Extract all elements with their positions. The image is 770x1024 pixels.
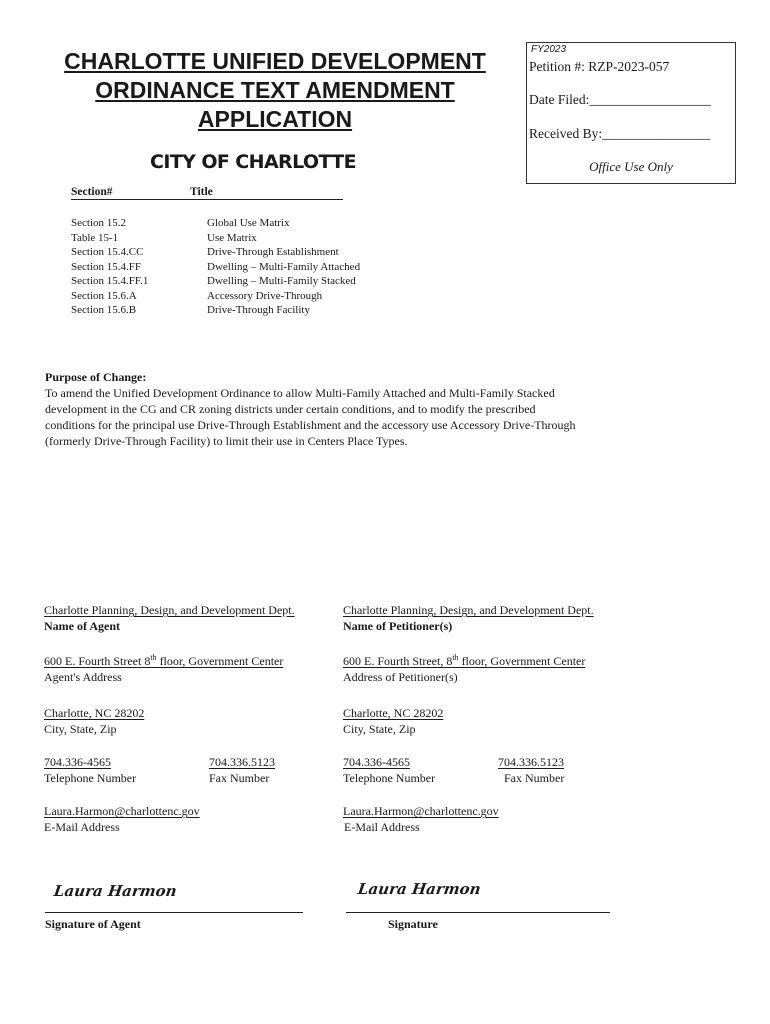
- section-number: Section 15.6.B: [71, 304, 137, 316]
- fiscal-year: FY2023: [531, 44, 567, 55]
- purpose-of-change: [45, 369, 625, 449]
- agent-address: [44, 654, 283, 668]
- agent-city-label: City, State, Zip: [44, 722, 117, 736]
- section-number: Section 15.2: [71, 217, 126, 229]
- agent-email-field: [44, 803, 200, 835]
- section-number: Table 15-1: [71, 231, 119, 244]
- agent-signature-line: [45, 912, 303, 913]
- title-line-2: ORDINANCE TEXT AMENDMENT: [95, 77, 455, 103]
- petitioner-fax: 704.336.5123: [498, 755, 564, 769]
- agent-fax: 704.336.5123: [209, 755, 275, 769]
- section-title: Drive-Through Facility: [207, 304, 310, 316]
- title-column-header: Title: [190, 186, 213, 198]
- agent-phone-label: Telephone Number: [44, 771, 137, 785]
- agent-city: Charlotte, NC 28202: [44, 706, 145, 720]
- section-title: Dwelling – Multi-Family Attached: [207, 260, 361, 273]
- agent-phone-field: [44, 754, 136, 786]
- petitioner-name: Charlotte Planning, Design, and Development Dept.: [343, 603, 594, 617]
- agent-fax-label: Fax Number: [209, 771, 270, 785]
- agent-address-field: [44, 653, 283, 685]
- title-line-1: CHARLOTTE UNIFIED DEVELOPMENT: [64, 48, 486, 74]
- section-header-rule: [71, 199, 343, 200]
- agent-name: Charlotte Planning, Design, and Development Dept.: [44, 603, 295, 617]
- date-filed-field: Date Filed:__________________: [529, 92, 711, 107]
- petitioner-phone: 704.336-4565: [343, 755, 410, 769]
- section-number: Section 15.6.A: [71, 289, 137, 302]
- section-header-label: Section#: [71, 186, 113, 198]
- document-title: [50, 47, 500, 134]
- purpose-line: development in the CG and CR zoning districts under certain conditions, and to modify the prescribed: [45, 402, 536, 416]
- agent-phone: 704.336-4565: [44, 755, 111, 769]
- section-number-list: [71, 216, 148, 318]
- petitioner-email: Laura.Harmon@charlottenc.gov: [343, 804, 499, 818]
- office-use-note: Office Use Only: [589, 159, 673, 174]
- petitioner-signature-line: [346, 912, 610, 913]
- petitioner-address-floor: floor, Government Center: [458, 654, 586, 668]
- petitioner-address-field: [343, 653, 585, 685]
- petitioner-signature: Laura Harmon: [356, 880, 482, 898]
- petitioner-email-label: E-Mail Address: [344, 820, 420, 834]
- agent-name-label: Name of Agent: [44, 619, 120, 633]
- agent-name-field: [44, 602, 295, 634]
- section-title: Use Matrix: [207, 231, 257, 244]
- petitioner-city: Charlotte, NC 28202: [343, 706, 444, 720]
- petitioner-phone-field: [343, 754, 435, 786]
- purpose-line: conditions for the principal use Drive-Through Establishment and the accessory use Accessory Drive-Through: [45, 418, 576, 432]
- agent-address-floor: floor, Government Center: [156, 654, 284, 668]
- agent-address-label: Agent's Address: [44, 670, 122, 684]
- section-title-list: [207, 216, 360, 318]
- agent-address-street: 600 E. Fourth Street 8: [44, 654, 151, 668]
- petitioner-city-label: City, State, Zip: [343, 722, 416, 736]
- office-use-box: [526, 42, 736, 184]
- petitioner-name-label: Name of Petitioner(s): [343, 619, 453, 633]
- purpose-line: (formerly Drive-Through Facility) to limit their use in Centers Place Types.: [45, 434, 408, 448]
- petitioner-fax-field: [498, 754, 564, 786]
- section-title: Dwelling – Multi-Family Stacked: [207, 275, 356, 287]
- city-heading: CITY OF CHARLOTTE: [150, 151, 356, 173]
- section-title: Accessory Drive-Through: [207, 289, 323, 302]
- petitioner-phone-label: Telephone Number: [343, 771, 436, 785]
- petitioner-fax-label: Fax Number: [504, 771, 565, 785]
- petition-number: Petition #: RZP-2023-057: [529, 59, 670, 74]
- section-title: Global Use Matrix: [207, 217, 290, 229]
- agent-email-label: E-Mail Address: [44, 820, 120, 834]
- agent-signature: Laura Harmon: [52, 882, 178, 900]
- title-line-3: APPLICATION: [197, 106, 353, 132]
- petitioner-name-field: [343, 602, 594, 634]
- petitioner-address: [343, 654, 585, 668]
- petitioner-address-sup: th: [452, 653, 459, 662]
- section-title: Drive-Through Establishment: [207, 246, 339, 258]
- agent-fax-field: [209, 754, 275, 786]
- agent-address-sup: th: [150, 653, 157, 662]
- agent-city-field: [44, 705, 144, 737]
- received-by-field: Received By:________________: [529, 126, 711, 141]
- petitioner-city-field: [343, 705, 443, 737]
- agent-signature-label: Signature of Agent: [45, 917, 141, 931]
- section-column-header: [71, 186, 113, 198]
- purpose-heading: Purpose of Change:: [45, 370, 147, 384]
- petitioner-signature-label: Signature: [388, 917, 438, 931]
- purpose-line: To amend the Unified Development Ordinance to allow Multi-Family Attached and Multi-Family Stacked: [45, 386, 555, 400]
- section-number: Section 15.4.FF: [71, 260, 141, 273]
- agent-email: Laura.Harmon@charlottenc.gov: [44, 804, 200, 818]
- section-number: Section 15.4.CC: [71, 246, 144, 258]
- petitioner-address-street: 600 E. Fourth Street, 8: [343, 654, 453, 668]
- petitioner-email-field: [343, 803, 499, 835]
- petitioner-address-label: Address of Petitioner(s): [343, 670, 458, 684]
- section-number: Section 15.4.FF.1: [71, 275, 149, 287]
